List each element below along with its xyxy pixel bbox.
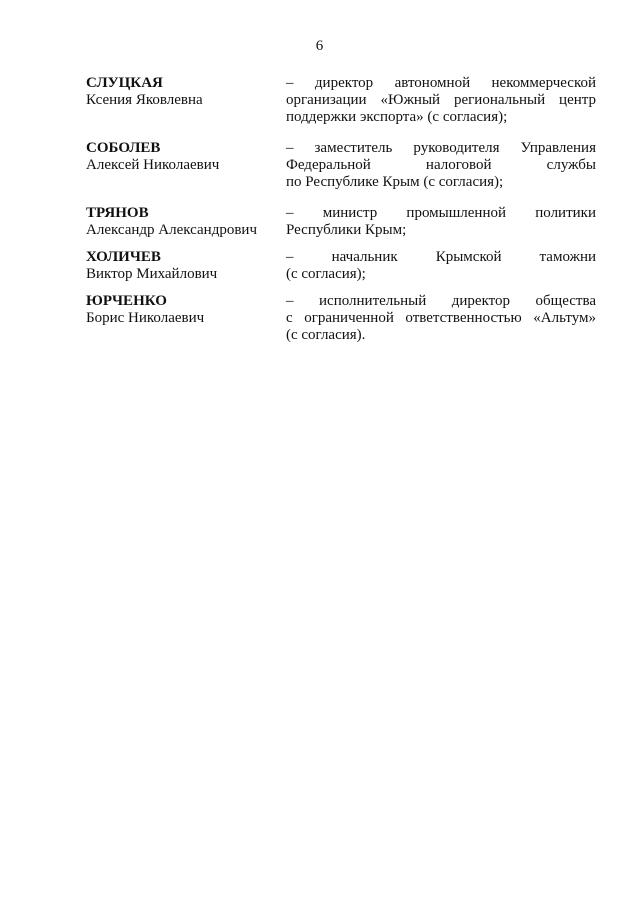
- role-line: – исполнительный директор общества: [286, 293, 596, 309]
- member-role: [286, 293, 596, 344]
- role-line: – министр промышленной политики: [286, 205, 596, 221]
- member-entry: [86, 293, 596, 344]
- role-line: – заместитель руководителя Управления: [286, 140, 596, 156]
- member-name: [86, 205, 286, 239]
- member-name: [86, 75, 286, 109]
- role-line: (с согласия);: [286, 266, 366, 282]
- member-surname: СОБОЛЕВ: [86, 140, 161, 156]
- member-given-names: Борис Николаевич: [86, 310, 205, 326]
- member-role: [286, 205, 596, 239]
- role-line: по Республике Крым (с согласия);: [286, 174, 504, 190]
- member-surname: ТРЯНОВ: [86, 205, 149, 221]
- member-surname: СЛУЦКАЯ: [86, 75, 163, 91]
- member-given-names: Александр Александрович: [86, 222, 257, 238]
- member-entry: [86, 205, 596, 239]
- member-given-names: Ксения Яковлевна: [86, 92, 203, 108]
- role-line: Республики Крым;: [286, 222, 407, 238]
- page-number: 6: [315, 38, 324, 54]
- role-line: организации «Южный региональный центр: [286, 92, 596, 108]
- member-surname: ЮРЧЕНКО: [86, 293, 167, 309]
- member-given-names: Алексей Николаевич: [86, 157, 220, 173]
- member-entry: [86, 249, 596, 283]
- member-entry: [86, 140, 596, 191]
- member-role: [286, 75, 596, 126]
- role-line: – директор автономной некоммерческой: [286, 75, 596, 91]
- role-line: Федеральной налоговой службы: [286, 157, 596, 173]
- member-name: [86, 293, 286, 327]
- member-role: [286, 140, 596, 191]
- member-name: [86, 140, 286, 174]
- role-line: с ограниченной ответственностью «Альтум»: [286, 310, 596, 326]
- role-line: (с согласия).: [286, 327, 366, 343]
- member-surname: ХОЛИЧЕВ: [86, 249, 161, 265]
- role-line: – начальник Крымской таможни: [286, 249, 596, 265]
- role-line: поддержки экспорта» (с согласия);: [286, 109, 508, 125]
- member-role: [286, 249, 596, 283]
- member-name: [86, 249, 286, 283]
- member-list: [86, 75, 596, 344]
- member-given-names: Виктор Михайлович: [86, 266, 218, 282]
- member-entry: [86, 75, 596, 126]
